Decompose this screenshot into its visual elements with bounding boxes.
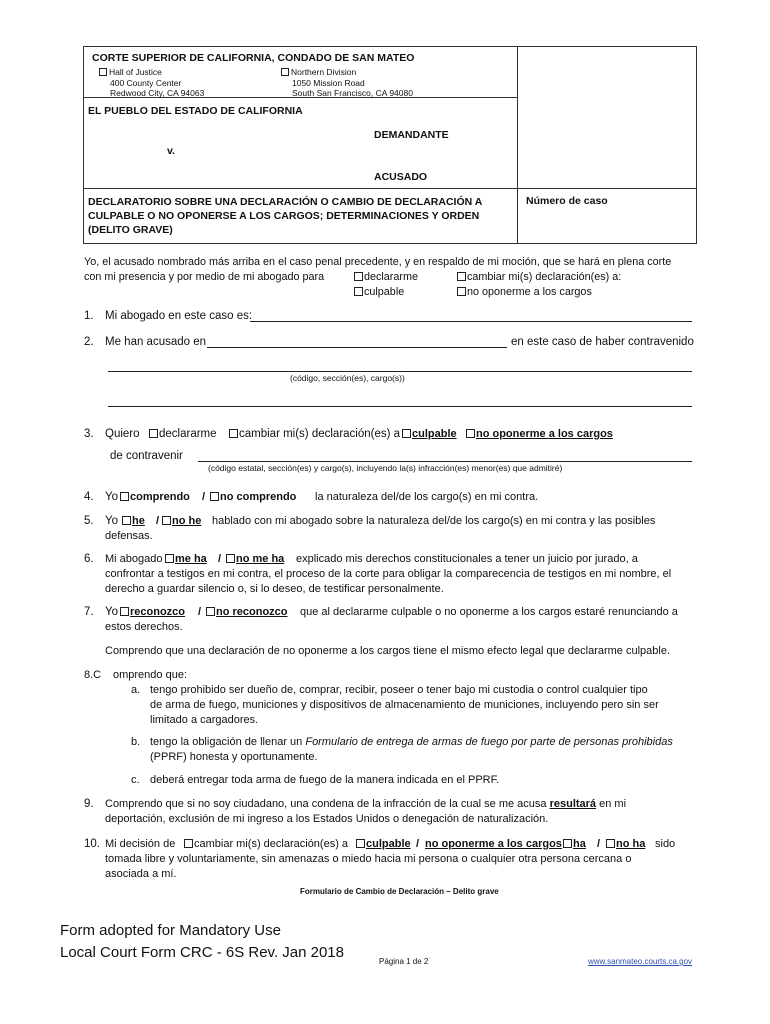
item3-opt-guilty[interactable]	[402, 427, 457, 441]
footer-adopted: Form adopted for Mandatory Use	[60, 922, 281, 939]
checkbox-have[interactable]	[122, 516, 131, 525]
item3-declare-label: declararme	[159, 428, 217, 440]
code-section-field-1[interactable]	[108, 371, 692, 372]
item10-opt-change[interactable]	[184, 837, 348, 851]
intro-opt-guilty[interactable]	[354, 285, 404, 299]
loc2-addr1: 1050 Mission Road	[292, 78, 365, 88]
checkbox-has-explained[interactable]	[165, 554, 174, 563]
item7-rest: que al declararme culpable o no oponerme a los cargos estaré renunciando a	[300, 606, 678, 618]
checkbox-understand[interactable]	[120, 492, 129, 501]
versus-label: v.	[167, 145, 175, 157]
opt-no-contest-label: no oponerme a los cargos	[467, 286, 592, 298]
item4-slash: /	[202, 491, 206, 503]
item6-opt-has[interactable]	[165, 552, 207, 566]
item10-number: 10.	[84, 838, 100, 850]
item8c-number: c.	[131, 774, 140, 786]
people-label: EL PUEBLO DEL ESTADO DE CALIFORNIA	[88, 105, 303, 117]
checkbox-item10-guilty[interactable]	[356, 839, 365, 848]
item3-contravene-label: de contravenir	[110, 450, 183, 462]
item7-number: 7.	[84, 606, 94, 618]
item8b-pre: tengo la obligación de llenar un	[150, 736, 303, 748]
opt-declare-label: declararme	[364, 271, 419, 283]
intro-opt-change[interactable]	[457, 270, 621, 284]
checkbox-acknowledge[interactable]	[120, 607, 129, 616]
item4-yo: Yo	[105, 491, 119, 503]
checkbox-not-acknowledge[interactable]	[206, 607, 215, 616]
item5-opt-have-not[interactable]	[162, 514, 201, 528]
item8b-line1	[150, 735, 673, 749]
footer-url-link[interactable]: www.sanmateo.courts.ca.gov	[588, 957, 693, 966]
opt-guilty-label: culpable	[364, 286, 405, 298]
contravene-field[interactable]	[198, 461, 692, 462]
item8b-line2: (PPRF) honesta y oportunamente.	[150, 751, 318, 763]
item6-rest: explicado mis derechos constitucionales a tener un juicio por jurado, a	[296, 553, 638, 565]
checkbox-northern-division[interactable]	[281, 68, 289, 76]
checkbox-item10-change[interactable]	[184, 839, 193, 848]
footer-page-number: Página 1 de 2	[379, 957, 429, 966]
item7-not-acknowledge-label: no reconozco	[216, 606, 288, 618]
item2-number: 2.	[84, 336, 94, 348]
item5-have-not-label: no he	[172, 515, 202, 527]
item7-opt-not-acknowledge[interactable]	[206, 605, 288, 619]
case-number-label: Número de caso	[526, 195, 608, 207]
item6-line3: derecho a guardar silencio o, si lo deseo, de testificar personalmente.	[105, 583, 444, 595]
item10-ha-label: ha	[573, 838, 586, 850]
item3-guilty-label: culpable	[412, 428, 457, 440]
item4-not-understand-label: no comprendo	[220, 491, 297, 503]
item4-number: 4.	[84, 491, 94, 503]
item10-guilty-label: culpable	[366, 838, 411, 850]
attorney-name-field[interactable]	[250, 321, 692, 322]
loc1-addr1: 400 County Center	[110, 78, 182, 88]
location-hall-of-justice[interactable]	[99, 67, 162, 77]
item10-no-ha-label: no ha	[616, 838, 646, 850]
checkbox-item10-no-ha[interactable]	[606, 839, 615, 848]
item10-line2: tomada libre y voluntariamente, sin amenazas o miedo hacia mi persona o cualquier otra persona cercana o	[105, 853, 632, 865]
item2-label: Me han acusado en	[105, 336, 207, 348]
loc2-name: Northern Division	[291, 67, 357, 77]
item6-has-label: me ha	[175, 553, 207, 565]
loc1-name: Hall of Justice	[109, 67, 162, 77]
footer-form-name: Formulario de Cambio de Declaración – Delito grave	[300, 887, 499, 896]
item8a-line3: limitado a cargadores.	[150, 714, 259, 726]
checkbox-guilty[interactable]	[354, 287, 363, 296]
item2-label-b: en este caso de haber contravenido	[511, 336, 694, 348]
item5-have-label: he	[132, 515, 145, 527]
court-name: CORTE SUPERIOR DE CALIFORNIA, CONDADO DE SAN MATEO	[92, 52, 415, 64]
checkbox-have-not[interactable]	[162, 516, 171, 525]
item3-opt-no-contest[interactable]	[466, 427, 613, 441]
item10-pre: Mi decisión de	[105, 838, 176, 850]
item10-line3: asociada a mí.	[105, 868, 177, 880]
item10-slash2: /	[597, 838, 601, 850]
item9-pre: Comprendo que si no soy ciudadano, una condena de la infracción de la cual se me acusa	[105, 798, 547, 810]
item5-yo: Yo	[105, 515, 119, 527]
checkbox-item3-change[interactable]	[229, 429, 238, 438]
item7-acknowledge-label: reconozco	[130, 606, 186, 618]
item10-opt-ha[interactable]	[563, 837, 586, 851]
item7-opt-acknowledge[interactable]	[120, 605, 185, 619]
caption-divider-2	[83, 188, 697, 189]
item4-rest: la naturaleza del/de los cargo(s) en mi contra.	[315, 491, 539, 503]
charge-date-field[interactable]	[207, 347, 507, 348]
checkbox-item3-no-contest[interactable]	[466, 429, 475, 438]
item9-bold: resultará	[549, 798, 597, 810]
item3-caption: (código estatal, sección(es) y cargo(s), incluyendo la(s) infracción(es) menor(es) que admitiré)	[208, 463, 563, 473]
form-title-line2: CULPABLE O NO OPONERSE A LOS CARGOS; DETERMINACIONES Y ORDEN	[88, 210, 480, 222]
intro-line2: con mi presencia y por medio de mi abogado para	[84, 271, 325, 283]
item8b-number: b.	[131, 736, 141, 748]
checkbox-item3-declare[interactable]	[149, 429, 158, 438]
item3-number: 3.	[84, 428, 94, 440]
item9-number: 9.	[84, 798, 94, 810]
item5-number: 5.	[84, 515, 94, 527]
item8-label: omprendo que:	[113, 669, 187, 681]
item10-change-label: cambiar mi(s) declaración(es) a	[194, 838, 349, 850]
item10-slash: /	[416, 838, 420, 850]
checkbox-has-not-explained[interactable]	[226, 554, 235, 563]
checkbox-not-understand[interactable]	[210, 492, 219, 501]
item3-nocontest-label: no oponerme a los cargos	[476, 428, 613, 440]
item4-opt-understand[interactable]	[120, 490, 190, 504]
item8c-line1: deberá entregar toda arma de fuego de la manera indicada en el PPRF.	[150, 774, 500, 786]
plaintiff-label: DEMANDANTE	[374, 129, 449, 141]
intro-opt-declare[interactable]	[354, 270, 418, 284]
item7-note: Comprendo que una declaración de no oponerme a los cargos tiene el mismo efecto legal que declararme culpable.	[105, 645, 671, 657]
form-title-line1: DECLARATORIO SOBRE UNA DECLARACIÓN O CAMBIO DE DECLARACIÓN A	[88, 196, 483, 208]
item1-label: Mi abogado en este caso es:	[105, 310, 253, 322]
item7-slash: /	[198, 606, 202, 618]
item8b-form-name: Formulario de entrega de armas de fuego por parte de personas prohibidas	[305, 736, 673, 748]
checkbox-declare[interactable]	[354, 272, 363, 281]
defendant-label: ACUSADO	[374, 171, 428, 183]
item3-label: Quiero	[105, 428, 140, 440]
item9-line2: deportación, exclusión de mi ingreso a los Estados Unidos o denegación de naturalización.	[105, 813, 549, 825]
item3-change-label: cambiar mi(s) declaración(es) a	[239, 428, 401, 440]
item9-line1	[105, 797, 626, 811]
item5-rest: hablado con mi abogado sobre la naturaleza del/de los cargo(s) en mi contra y las posibles	[212, 515, 656, 527]
form-title-line3: (DELITO GRAVE)	[88, 224, 173, 236]
item10-opt-guilty[interactable]	[356, 837, 411, 851]
checkbox-item3-guilty[interactable]	[402, 429, 411, 438]
item6-has-not-label: no me ha	[236, 553, 285, 565]
item7-yo: Yo	[105, 606, 119, 618]
item6-opt-has-not[interactable]	[226, 552, 284, 566]
item1-number: 1.	[84, 310, 94, 322]
intro-line1: Yo, el acusado nombrado más arriba en el caso penal precedente, y en respaldo de mi moción, que se hará en plena corte	[84, 256, 672, 268]
opt-change-label: cambiar mi(s) declaración(es) a:	[467, 271, 622, 283]
location-northern-division[interactable]	[281, 67, 356, 77]
item8a-number: a.	[131, 684, 141, 696]
item8-number: 8.C	[84, 669, 102, 681]
checkbox-hall-of-justice[interactable]	[99, 68, 107, 76]
item9-post: en mi	[599, 798, 627, 810]
footer-local-form: Local Court Form CRC - 6S Rev. Jan 2018	[60, 944, 344, 961]
item8a-line2: de arma de fuego, municiones y dispositivos de almacenamiento de municiones, incluyendo pero sin ser	[150, 699, 659, 711]
item3-opt-declare[interactable]	[149, 427, 217, 441]
item2-caption: (código, sección(es), cargo(s))	[290, 373, 405, 383]
loc2-addr2: South San Francisco, CA 94080	[292, 88, 413, 98]
item7-line2: estos derechos.	[105, 621, 183, 633]
item8a-line1: tengo prohibido ser dueño de, comprar, recibir, poseer o tener bajo mi custodia o control cualquier tipo	[150, 684, 648, 696]
loc1-addr2: Redwood City, CA 94063	[110, 88, 205, 98]
item10-opt-no-ha[interactable]	[606, 837, 645, 851]
item6-line2: confrontar a testigos en mi contra, el proceso de la corte para obligar la comparecencia de testigos en mi nombre, el	[105, 568, 672, 580]
checkbox-item10-ha[interactable]	[563, 839, 572, 848]
checkbox-change[interactable]	[457, 272, 466, 281]
item10-nocontest: no oponerme a los cargos	[425, 838, 562, 850]
item10-rest: sido	[655, 838, 676, 850]
item6-slash: /	[218, 553, 222, 565]
item6-pre: Mi abogado	[105, 553, 163, 565]
item5-opt-have[interactable]	[122, 514, 145, 528]
item4-opt-not-understand[interactable]	[210, 490, 296, 504]
item6-number: 6.	[84, 553, 94, 565]
item5-line2: defensas.	[105, 530, 153, 542]
item4-understand-label: comprendo	[130, 491, 190, 503]
caption-divider-vertical	[517, 46, 518, 244]
intro-opt-no-contest[interactable]	[457, 285, 592, 299]
item5-slash: /	[156, 515, 160, 527]
checkbox-no-contest[interactable]	[457, 287, 466, 296]
code-section-field-2[interactable]	[108, 406, 692, 407]
item3-opt-change[interactable]	[229, 427, 400, 441]
